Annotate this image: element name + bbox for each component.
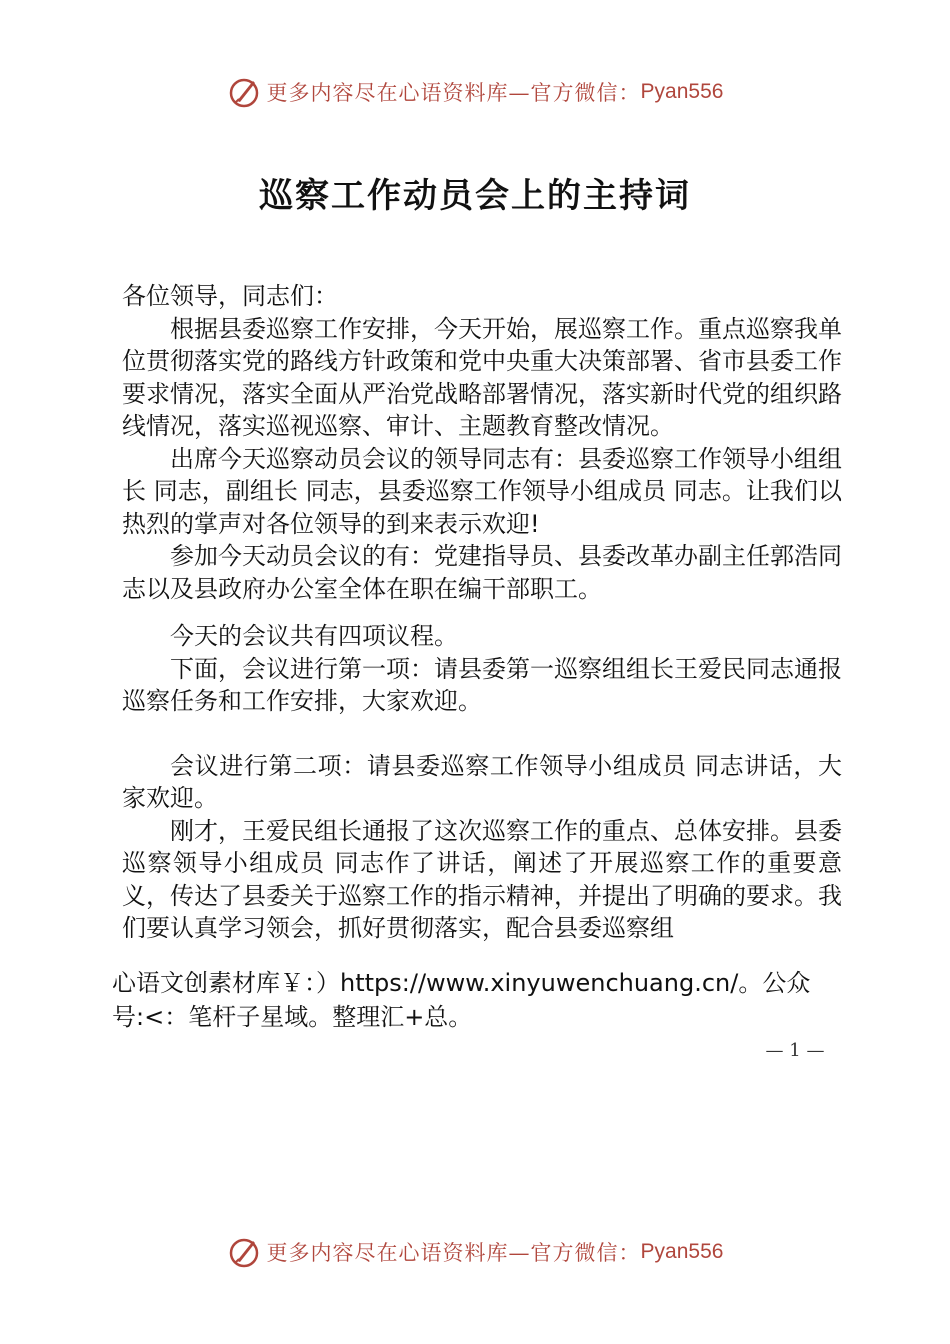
paragraph: 根据县委巡察工作安排，今天开始，展巡察工作。重点巡察我单位贯彻落实党的路线方针政策和党中央重大决策部署、省市县委工作要求情况，落实全面从严治党战略部署情况，落实新时代党的组织路线情况，落实巡视巡察、审计、主题教育整改情况。 — [122, 314, 842, 440]
quill-pen-icon — [227, 1235, 261, 1269]
document-title: 巡察工作动员会上的主持词 — [259, 176, 691, 216]
banner-wechat-id: Pyan556 — [640, 1240, 724, 1263]
page-number: — 1 — — [765, 1040, 825, 1061]
header-watermark-banner — [0, 72, 950, 112]
greeting: 各位领导，同志们： — [122, 282, 338, 310]
banner-text: 更多内容尽在心语资料库—官方微信： — [266, 1241, 641, 1265]
paragraph: 下面，会议进行第一项：请县委第一巡察组组长王爱民同志通报巡察任务和工作安排，大家欢迎。 — [122, 654, 842, 715]
paragraph: 参加今天动员会议的有：党建指导员、县委改革办副主任郭浩同志以及县政府办公室全体在职在编干部职工。 — [122, 542, 842, 603]
quill-pen-icon — [227, 75, 261, 109]
document-body — [122, 280, 842, 945]
source-note: 心语文创素材库￥：）https://www.xinyuwenchuang.cn/。公众号:<：笔杆子星域。整理汇+总。 — [112, 969, 811, 1031]
banner-text: 更多内容尽在心语资料库—官方微信： — [266, 81, 641, 105]
footer-watermark-banner — [0, 1232, 950, 1272]
paragraph: 刚才，王爱民组长通报了这次巡察工作的重点、总体安排。县委巡察领导小组成员 同志作了讲话，阐述了开展巡察工作的重要意义，传达了县委关于巡察工作的指示精神，并提出了明确的要求。我们要认真学习领会，抓好贯彻落实，配合县委巡察组 — [122, 816, 842, 942]
banner-wechat-id: Pyan556 — [640, 80, 724, 103]
paragraph: 会议进行第二项：请县委巡察工作领导小组成员 同志讲话，大家欢迎。 — [122, 751, 842, 812]
paragraph: 出席今天巡察动员会议的领导同志有：县委巡察工作领导小组组长 同志，副组长 同志，县委巡察工作领导小组成员 同志。让我们以热烈的掌声对各位领导的到来表示欢迎! — [122, 444, 842, 538]
paragraph: 今天的会议共有四项议程。 — [170, 622, 458, 650]
